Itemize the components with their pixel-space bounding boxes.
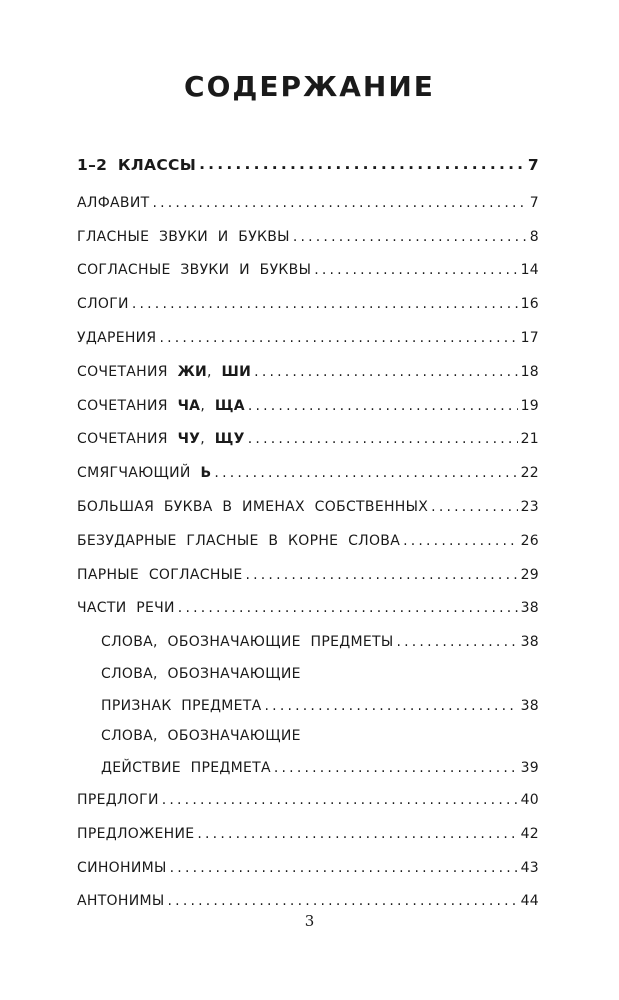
toc-entry-sentence[interactable] bbox=[77, 817, 539, 851]
toc-page-number: 7 bbox=[527, 156, 539, 174]
page-title: СОДЕРЖАНИЕ bbox=[184, 70, 435, 103]
toc-entry-vowels[interactable] bbox=[77, 220, 539, 254]
dot-leader bbox=[197, 827, 517, 841]
toc-section-heading[interactable] bbox=[77, 148, 539, 182]
toc-page-number: 16 bbox=[520, 296, 539, 313]
toc-entry-label: АЛФАВИТ bbox=[77, 194, 150, 211]
toc-page-number: 42 bbox=[520, 825, 539, 842]
toc-page-number: 18 bbox=[520, 363, 539, 380]
toc-page-number: 8 bbox=[529, 228, 539, 245]
toc-subentry-adjectives[interactable] bbox=[77, 659, 539, 721]
toc-entry-syllables[interactable] bbox=[77, 287, 539, 321]
toc-subentry-nouns[interactable] bbox=[77, 625, 539, 659]
toc-page-number: 38 bbox=[520, 697, 539, 714]
toc-entry-stress[interactable] bbox=[77, 321, 539, 355]
dot-leader bbox=[245, 568, 517, 582]
toc-page-number: 38 bbox=[520, 600, 539, 617]
dot-leader bbox=[293, 230, 527, 244]
toc-entry-label: ПРЕДЛОЖЕНИЕ bbox=[77, 825, 195, 842]
toc-entry-label: СИНОНИМЫ bbox=[77, 859, 167, 876]
toc-page-number: 23 bbox=[520, 499, 539, 516]
toc-entry-prepositions[interactable] bbox=[77, 783, 539, 817]
table-of-contents bbox=[77, 148, 539, 918]
toc-entry-label-line1: СЛОВА, ОБОЗНАЧАЮЩИЕ bbox=[101, 666, 301, 683]
toc-entry-label: ЧАСТИ РЕЧИ bbox=[77, 600, 175, 617]
toc-entry-label-line2: ДЕЙСТВИЕ ПРЕДМЕТА bbox=[101, 759, 271, 776]
toc-entry-parts-of-speech[interactable] bbox=[77, 592, 539, 626]
dot-leader bbox=[274, 761, 518, 775]
toc-entry-soft-sign[interactable] bbox=[77, 456, 539, 490]
dot-leader bbox=[132, 297, 518, 311]
toc-subentry-verbs[interactable] bbox=[77, 721, 539, 783]
toc-entry-label: СОГЛАСНЫЕ ЗВУКИ И БУКВЫ bbox=[77, 262, 312, 279]
toc-entry-alphabet[interactable] bbox=[77, 186, 539, 220]
dot-leader bbox=[265, 699, 518, 713]
toc-entry-cha-shcha[interactable] bbox=[77, 389, 539, 423]
toc-entry-chu-shchu[interactable] bbox=[77, 423, 539, 457]
toc-page-number: 22 bbox=[520, 465, 539, 482]
dot-leader bbox=[214, 466, 517, 480]
toc-page-number: 19 bbox=[520, 397, 539, 414]
toc-entry-label: СМЯГЧАЮЩИЙ Ь bbox=[77, 465, 212, 482]
toc-page-number: 44 bbox=[520, 893, 539, 910]
toc-page-number: 40 bbox=[520, 792, 539, 809]
toc-page-number: 14 bbox=[520, 262, 539, 279]
toc-entry-label: ГЛАСНЫЕ ЗВУКИ И БУКВЫ bbox=[77, 228, 290, 245]
toc-entry-label: АНТОНИМЫ bbox=[77, 893, 165, 910]
toc-page-number: 29 bbox=[520, 566, 539, 583]
dot-leader bbox=[248, 399, 518, 413]
toc-page-number: 38 bbox=[520, 634, 539, 651]
dot-leader bbox=[403, 534, 518, 548]
toc-entry-consonants[interactable] bbox=[77, 254, 539, 288]
dot-leader bbox=[248, 432, 518, 446]
dot-leader bbox=[199, 157, 525, 173]
toc-section-label: 1–2 КЛАССЫ bbox=[77, 156, 197, 174]
dot-leader bbox=[431, 500, 517, 514]
toc-entry-label-line1: СЛОВА, ОБОЗНАЧАЮЩИЕ bbox=[101, 728, 301, 745]
dot-leader bbox=[168, 894, 518, 908]
toc-entry-label: ПРЕДЛОГИ bbox=[77, 792, 159, 809]
toc-entry-label: СОЧЕТАНИЯ ЖИ, ШИ bbox=[77, 363, 252, 380]
toc-entry-paired-consonants[interactable] bbox=[77, 558, 539, 592]
dot-leader bbox=[314, 263, 517, 277]
toc-page-number: 26 bbox=[520, 532, 539, 549]
dot-leader bbox=[159, 331, 517, 345]
toc-entry-label: БОЛЬШАЯ БУКВА В ИМЕНАХ СОБСТВЕННЫХ bbox=[77, 499, 429, 516]
toc-entry-zhi-shi[interactable] bbox=[77, 355, 539, 389]
toc-page-number: 7 bbox=[529, 194, 539, 211]
toc-entry-unstressed-vowels[interactable] bbox=[77, 524, 539, 558]
toc-entry-label: УДАРЕНИЯ bbox=[77, 330, 157, 347]
toc-page-number: 39 bbox=[520, 759, 539, 776]
toc-page-number: 17 bbox=[520, 330, 539, 347]
dot-leader bbox=[162, 793, 518, 807]
page-number-folio: 3 bbox=[304, 912, 315, 930]
toc-entry-label: СОЧЕТАНИЯ ЧА, ЩА bbox=[77, 397, 245, 414]
dot-leader bbox=[178, 601, 518, 615]
dot-leader bbox=[170, 861, 518, 875]
toc-entry-label: СЛОВА, ОБОЗНАЧАЮЩИЕ ПРЕДМЕТЫ bbox=[101, 634, 394, 651]
toc-entry-synonyms[interactable] bbox=[77, 851, 539, 885]
toc-entry-label: СОЧЕТАНИЯ ЧУ, ЩУ bbox=[77, 431, 245, 448]
toc-entry-label: ПАРНЫЕ СОГЛАСНЫЕ bbox=[77, 566, 243, 583]
toc-page-number: 21 bbox=[520, 431, 539, 448]
dot-leader bbox=[396, 635, 517, 649]
toc-entry-capital-letter[interactable] bbox=[77, 490, 539, 524]
toc-entry-label: СЛОГИ bbox=[77, 296, 129, 313]
dot-leader bbox=[254, 365, 517, 379]
toc-entry-label: БЕЗУДАРНЫЕ ГЛАСНЫЕ В КОРНЕ СЛОВА bbox=[77, 532, 401, 549]
toc-entry-label-line2: ПРИЗНАК ПРЕДМЕТА bbox=[101, 697, 262, 714]
toc-page-number: 43 bbox=[520, 859, 539, 876]
dot-leader bbox=[152, 196, 526, 210]
